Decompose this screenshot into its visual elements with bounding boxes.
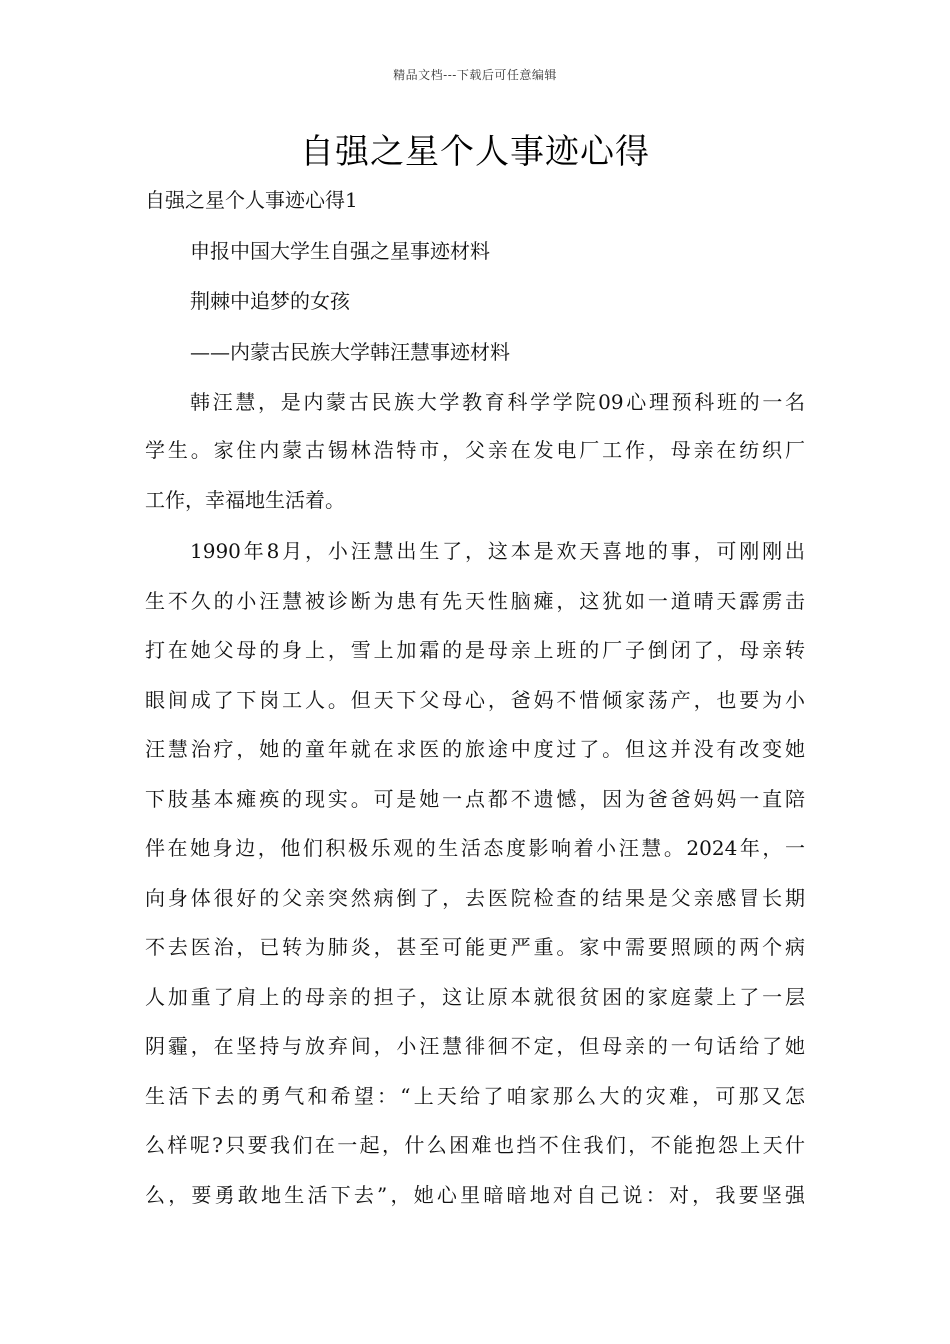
paragraph-line: 打在她父母的身上，雪上加霜的是母亲上班的厂子倒闭了，母亲转 (145, 638, 805, 662)
document-title: 自强之星个人事迹心得 (300, 132, 650, 172)
intro-line: 荆棘中追梦的女孩 (190, 289, 350, 313)
paragraph-line: 汪慧治疗，她的童年就在求医的旅途中度过了。但这并没有改变她 (145, 737, 805, 761)
paragraph-line: 生不久的小汪慧被诊断为患有先天性脑瘫，这犹如一道晴天霹雳击 (145, 589, 805, 613)
section-subtitle: 自强之星个人事迹心得1 (145, 188, 358, 212)
intro-line: 申报中国大学生自强之星事迹材料 (190, 239, 490, 263)
paragraph-line: 1990年8月，小汪慧出生了，这本是欢天喜地的事，可刚刚出 (190, 539, 805, 563)
paragraph-line: 生活下去的勇气和希望：“上天给了咱家那么大的灾难，可那又怎 (145, 1084, 805, 1108)
paragraph-line: 不去医治，已转为肺炎，甚至可能更严重。家中需要照顾的两个病 (145, 935, 805, 959)
paragraph-line: 人加重了肩上的母亲的担子，这让原本就很贫困的家庭蒙上了一层 (145, 985, 805, 1009)
paragraph-line: 阴霾，在坚持与放弃间，小汪慧徘徊不定，但母亲的一句话给了她 (145, 1034, 805, 1058)
header-note: 精品文档---下载后可任意编辑 (393, 68, 557, 82)
paragraph-line: 么样呢?只要我们在一起，什么困难也挡不住我们，不能抱怨上天什 (145, 1133, 805, 1157)
paragraph-line: 工作，幸福地生活着。 (145, 488, 345, 512)
intro-line: ——内蒙古民族大学韩汪慧事迹材料 (190, 340, 510, 364)
paragraph-line: 学生。家住内蒙古锡林浩特市，父亲在发电厂工作，母亲在纺织厂 (145, 438, 805, 462)
paragraph-line: 眼间成了下岗工人。但天下父母心，爸妈不惜倾家荡产，也要为小 (145, 688, 805, 712)
paragraph-line: 向身体很好的父亲突然病倒了，去医院检查的结果是父亲感冒长期 (145, 886, 805, 910)
paragraph-line: 韩汪慧，是内蒙古民族大学教育科学学院09心理预科班的一名 (190, 390, 805, 414)
paragraph-line: 下肢基本瘫痪的现实。可是她一点都不遗憾，因为爸爸妈妈一直陪 (145, 787, 805, 811)
paragraph-line: 么，要勇敢地生活下去”，她心里暗暗地对自己说：对，我要坚强 (145, 1183, 805, 1207)
paragraph-line: 伴在她身边，他们积极乐观的生活态度影响着小汪慧。2024年，一 (145, 836, 805, 860)
